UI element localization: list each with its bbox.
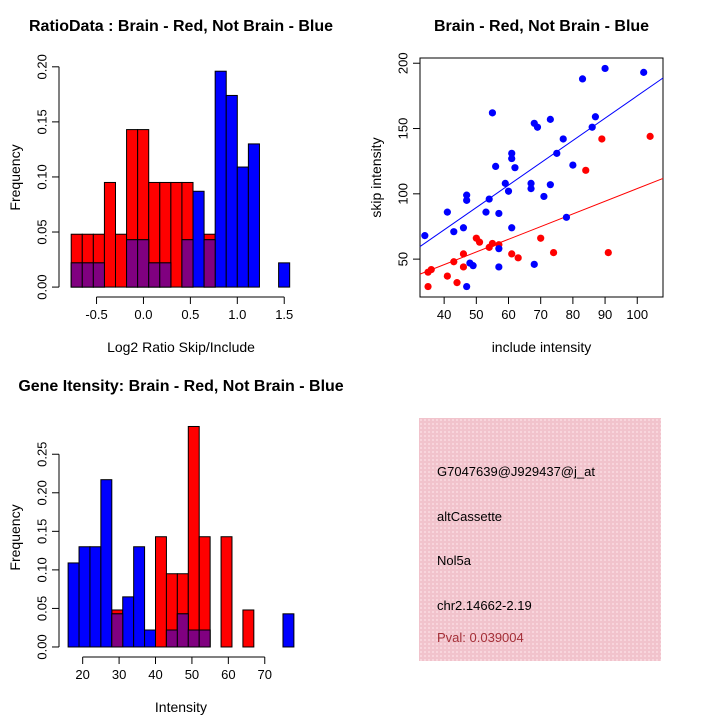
scatter-point <box>582 167 589 174</box>
hist-bar <box>149 263 160 287</box>
y-tick-label: 0.05 <box>34 595 50 622</box>
y-axis-label: skip intensity <box>368 137 384 218</box>
hist-bar <box>123 597 134 647</box>
scatter-point <box>531 261 538 268</box>
scatter-point <box>508 250 515 257</box>
scatter-point <box>508 155 515 162</box>
scatter-point <box>495 210 502 217</box>
hist-bar <box>156 537 167 647</box>
hist-bar <box>182 240 193 287</box>
scatter-point <box>598 135 605 142</box>
hist-bar <box>134 547 145 647</box>
y-tick-label: 0.00 <box>34 634 50 660</box>
scatter-point <box>460 224 467 231</box>
scatter-point <box>505 188 512 195</box>
probe-id-text: G7047639@J929437@j_at <box>437 464 595 479</box>
x-tick-label: 1.5 <box>275 307 294 322</box>
x-tick-label: 40 <box>148 667 163 682</box>
hist-bar <box>166 630 177 647</box>
hist-bar <box>188 630 199 647</box>
scatter-point <box>527 185 534 192</box>
hist-bar <box>215 71 226 287</box>
scatter-point <box>592 113 599 120</box>
scatter-point <box>470 262 477 269</box>
hist-bar <box>248 144 259 287</box>
scatter-chart <box>360 0 720 360</box>
x-tick-label: 100 <box>626 307 649 322</box>
scatter-point <box>463 197 470 204</box>
scatter-point <box>460 250 467 257</box>
y-tick-label: 50 <box>395 251 411 267</box>
axes <box>413 58 663 304</box>
scatter-point <box>428 266 435 273</box>
scatter-point <box>463 283 470 290</box>
hist-bar <box>279 263 290 287</box>
hist-bar <box>204 240 215 287</box>
splice-type-text: altCassette <box>437 509 503 524</box>
scatter-point <box>553 150 560 157</box>
histogram-chart <box>0 360 360 720</box>
y-tick-label: 0.20 <box>34 54 50 80</box>
gene-name-text: Nol5a <box>437 553 471 568</box>
scatter-point <box>453 279 460 286</box>
hist-bar <box>171 182 182 287</box>
y-tick-label: 0.20 <box>34 480 50 506</box>
hist-bar <box>237 167 248 287</box>
scatter-point <box>492 163 499 170</box>
hist-bar <box>193 191 204 287</box>
x-axis-label: include intensity <box>491 339 592 355</box>
hist-bar <box>243 610 254 647</box>
info-box <box>419 418 661 661</box>
scatter-point <box>502 180 509 187</box>
panel-intensity-scatter <box>360 0 720 360</box>
hist-bar <box>177 614 188 647</box>
x-tick-label: 0.5 <box>181 307 200 322</box>
scatter-point <box>547 181 554 188</box>
scatter-point <box>508 224 515 231</box>
scatter-point <box>569 161 576 168</box>
hist-bar <box>138 240 149 287</box>
scatter-series <box>424 133 653 290</box>
y-axis-label: Frequency <box>7 504 23 571</box>
x-axis-label: Log2 Ratio Skip/Include <box>107 339 255 355</box>
scatter-point <box>515 254 522 261</box>
y-tick-label: 0.10 <box>34 557 50 583</box>
scatter-point <box>495 263 502 270</box>
scatter-point <box>476 239 483 246</box>
x-tick-label: 70 <box>257 667 272 682</box>
scatter-point <box>486 195 493 202</box>
x-tick-label: 0.0 <box>134 307 153 322</box>
x-axis-label: Intensity <box>154 699 208 715</box>
scatter-point <box>482 209 489 216</box>
hist-bar <box>127 240 138 287</box>
y-tick-label: 100 <box>395 182 411 205</box>
x-tick-label: 70 <box>533 307 548 322</box>
scatter-point <box>489 240 496 247</box>
hist-bar <box>160 263 171 287</box>
pval-text: Pval: 0.039004 <box>437 630 524 645</box>
hist-bar <box>90 547 101 647</box>
scatter-point <box>589 124 596 131</box>
scatter-point <box>537 235 544 242</box>
scatter-point <box>601 65 608 72</box>
scatter-point <box>444 209 451 216</box>
location-text: chr2.14662-2.19 <box>437 598 532 613</box>
scatter-point <box>605 249 612 256</box>
scatter-point <box>489 109 496 116</box>
not-brain-fit-line <box>420 78 663 247</box>
chart-title: RatioData : Brain - Red, Not Brain - Blue <box>28 18 334 35</box>
scatter-point <box>424 283 431 290</box>
scatter-point <box>460 263 467 270</box>
scatter-point <box>450 228 457 235</box>
scatter-point <box>640 69 647 76</box>
scatter-point <box>495 245 502 252</box>
hist-bar <box>115 234 126 287</box>
x-tick-label: 40 <box>436 307 452 322</box>
scatter-point <box>511 164 518 171</box>
hist-bar <box>71 263 82 287</box>
panel-ratio-histogram <box>0 0 360 360</box>
scatter-point <box>450 258 457 265</box>
x-tick-label: 30 <box>111 667 127 682</box>
scatter-point <box>560 135 567 142</box>
hist-bar <box>82 263 93 287</box>
scatter-point <box>647 133 654 140</box>
y-tick-label: 0.25 <box>34 441 50 467</box>
scatter-point <box>579 75 586 82</box>
y-tick-label: 0.05 <box>34 219 50 245</box>
scatter-point <box>534 124 541 131</box>
x-tick-label: 60 <box>501 307 516 322</box>
hist-bar <box>68 563 79 647</box>
hist-bar <box>221 537 232 647</box>
hist-bar <box>112 614 123 647</box>
y-axis-label: Frequency <box>7 144 23 211</box>
hist-bar <box>101 480 112 647</box>
x-tick-label: 80 <box>565 307 581 322</box>
hist-bar <box>104 182 115 287</box>
y-tick-label: 0.15 <box>34 109 50 135</box>
x-tick-label: -0.5 <box>85 307 108 322</box>
x-tick-label: 60 <box>221 667 236 682</box>
y-tick-label: 0.00 <box>34 274 50 300</box>
y-tick-label: 200 <box>395 52 411 75</box>
y-tick-label: 150 <box>395 117 411 140</box>
hist-bar <box>199 630 210 647</box>
scatter-series <box>421 65 647 290</box>
hist-bar <box>283 614 294 647</box>
y-tick-label: 0.10 <box>34 164 50 190</box>
x-tick-label: 1.0 <box>228 307 247 322</box>
histogram-chart <box>0 0 360 360</box>
y-tick-label: 0.15 <box>34 518 50 544</box>
x-tick-label: 50 <box>184 667 200 682</box>
scatter-point <box>421 232 428 239</box>
x-tick-label: 50 <box>469 307 484 322</box>
hist-bar <box>79 547 90 647</box>
scatter-point <box>550 249 557 256</box>
panel-gene-intensity-histogram <box>0 360 360 720</box>
chart-title: Gene Itensity: Brain - Red, Not Brain - Blue <box>18 378 344 395</box>
scatter-point <box>563 214 570 221</box>
hist-bar <box>145 630 156 647</box>
scatter-point <box>547 116 554 123</box>
x-tick-label: 90 <box>597 307 613 322</box>
x-tick-label: 20 <box>75 667 90 682</box>
hist-bar <box>226 95 237 287</box>
panel-info <box>360 360 720 720</box>
hist-bar <box>188 426 199 646</box>
scatter-point <box>444 273 451 280</box>
hist-bar <box>93 263 104 287</box>
chart-title: Brain - Red, Not Brain - Blue <box>433 18 650 35</box>
scatter-point <box>540 193 547 200</box>
